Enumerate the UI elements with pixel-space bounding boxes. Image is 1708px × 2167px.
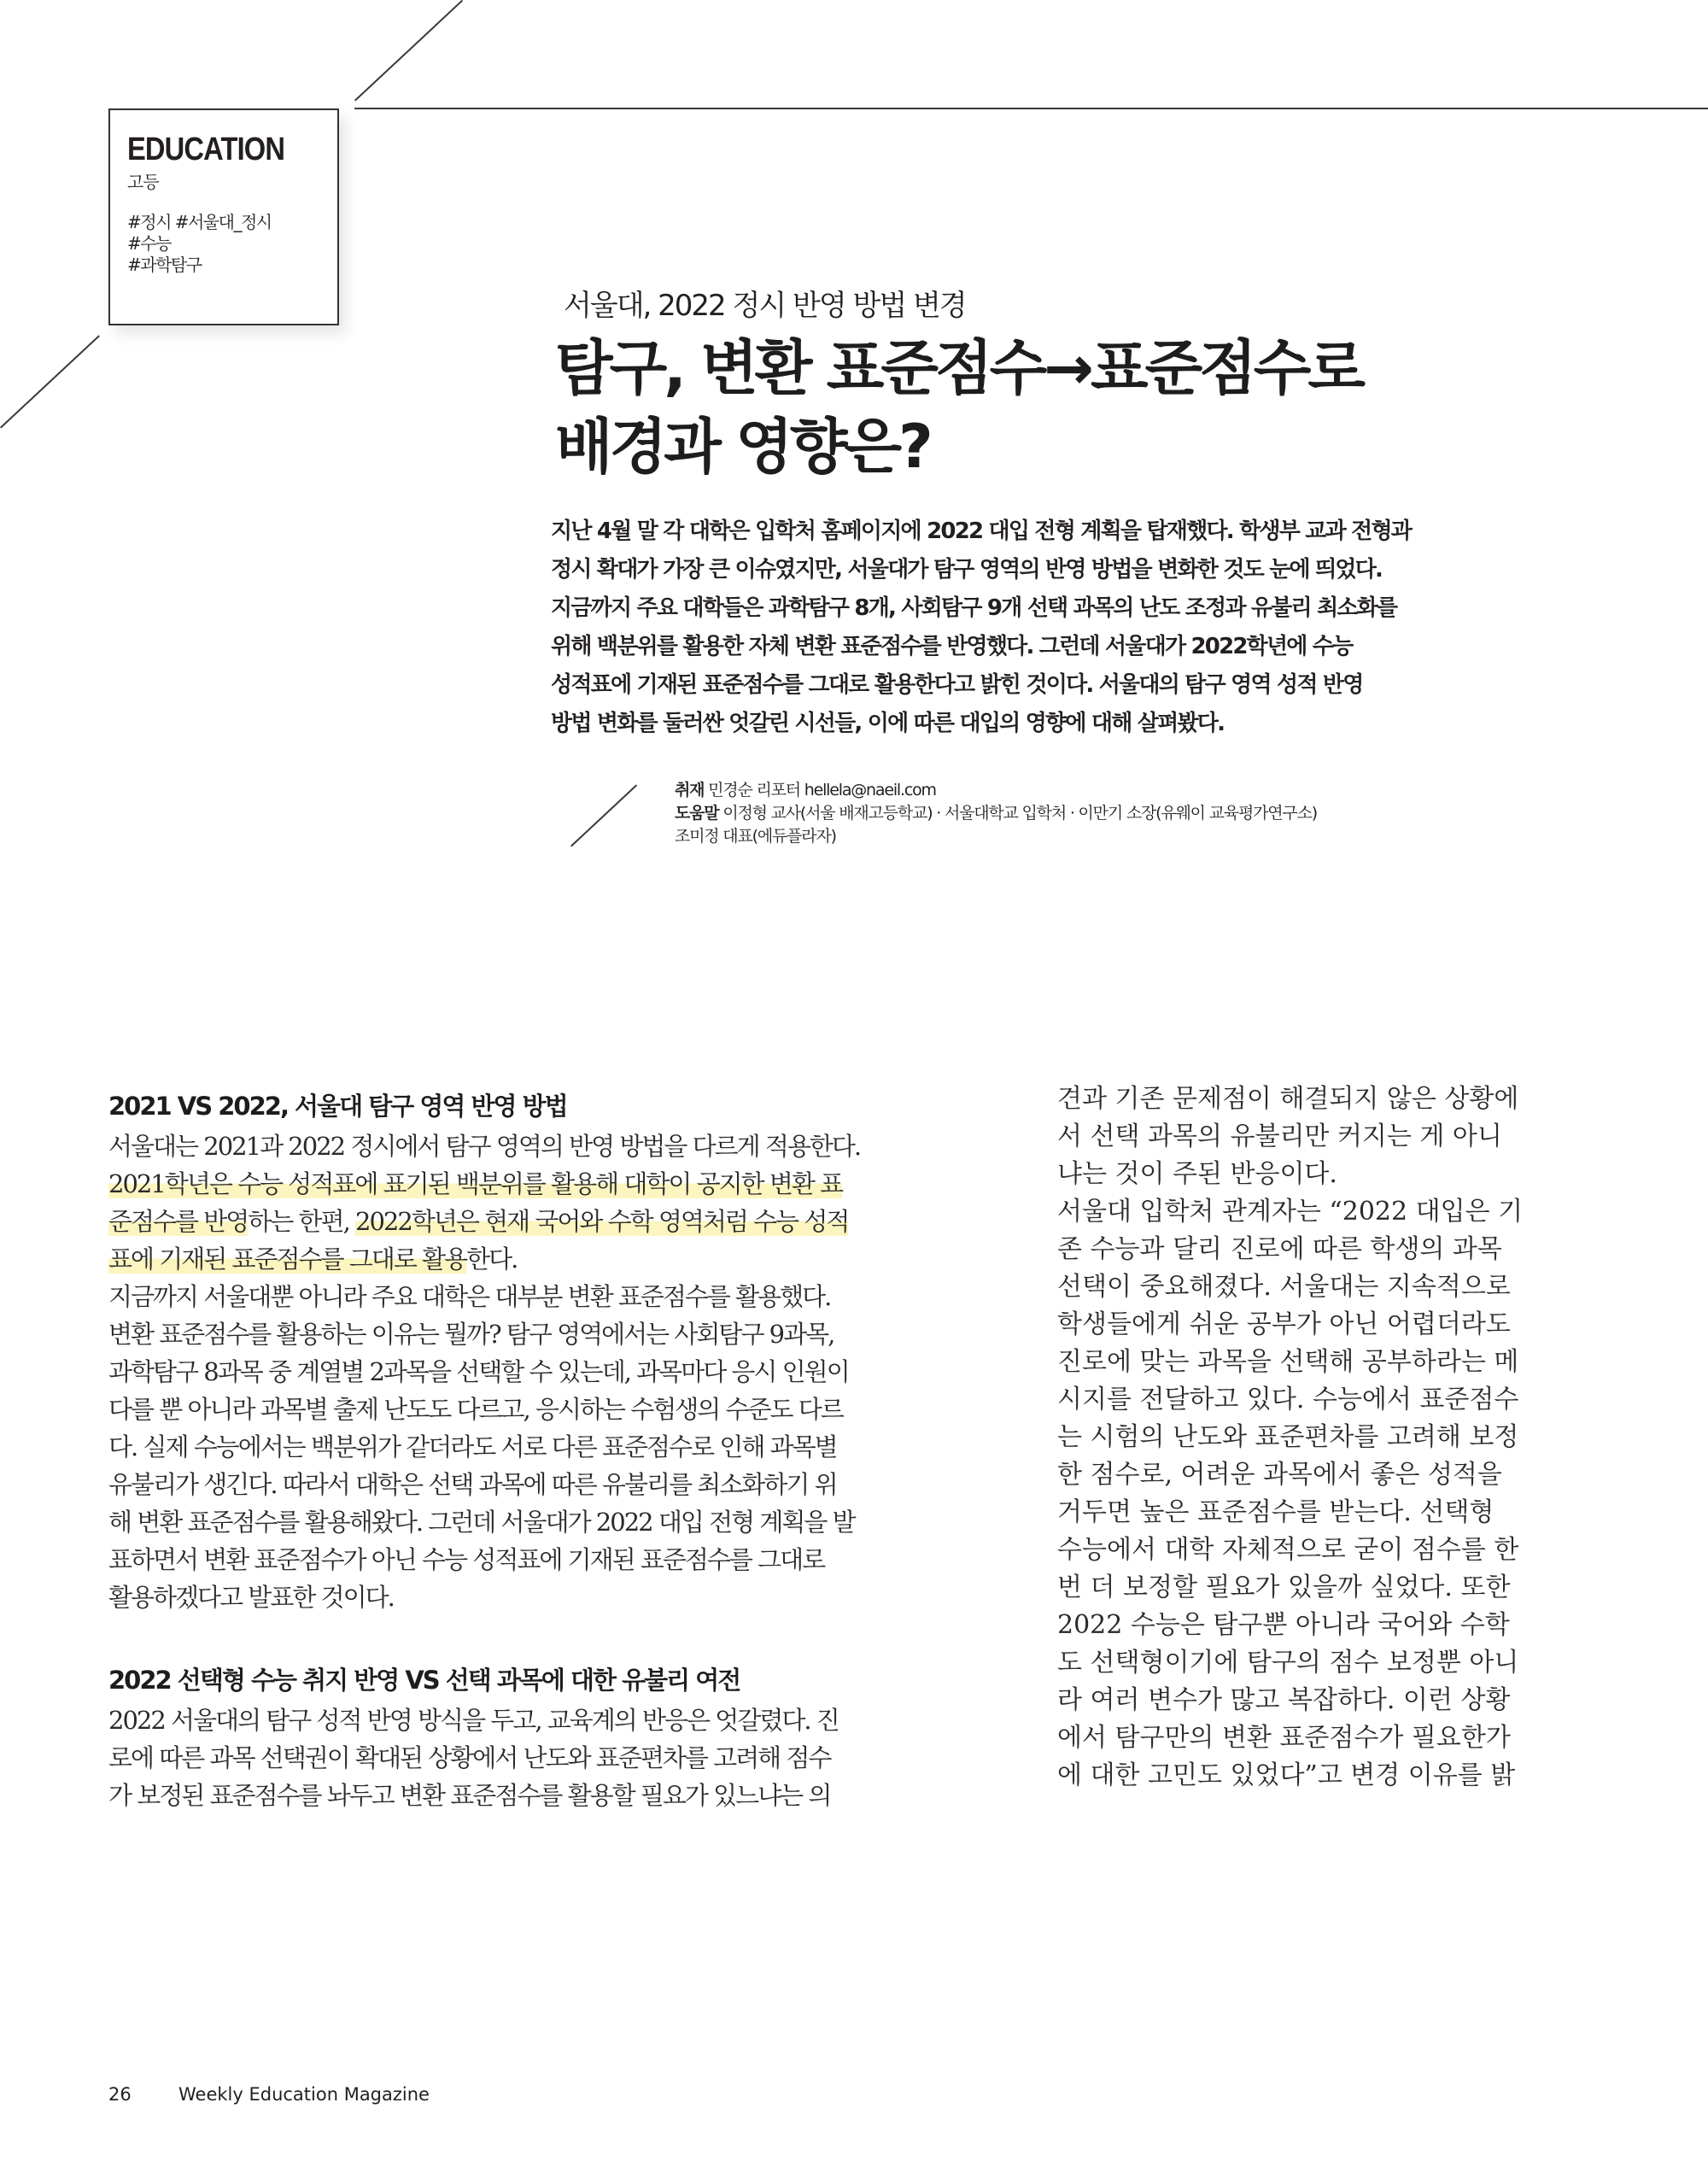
body-line (108, 1315, 941, 1353)
body-line: 서 선택 과목의 유불리만 커지는 게 아니 (1057, 1122, 1502, 1151)
lead-line: 위해 백분위를 활용한 자체 변환 표준점수를 반영했다. 그런데 서울대가 2022학년에 수능 (551, 634, 1353, 659)
hashtag[interactable]: #과학탐구 (127, 255, 202, 275)
credits-slash-rule (570, 784, 637, 846)
reporter-credit (675, 779, 1317, 802)
body-line: 는 시험의 난도와 표준편차를 고려해 보정 (1057, 1422, 1519, 1452)
page-footer (108, 2084, 430, 2105)
body-line: 2022 서울대의 탐구 성적 반영 방식을 두고, 교육계의 반응은 엇갈렸다. 진 (108, 1706, 839, 1735)
body-line (108, 1165, 941, 1203)
body-line (108, 1240, 941, 1278)
body-line: 선택이 중요해졌다. 서울대는 지속적으로 (1057, 1272, 1511, 1302)
article-lead (551, 512, 1533, 743)
highlighted-text: 표에 기재된 표준점수를 그대로 활용 (108, 1245, 467, 1274)
body-line (108, 1428, 941, 1466)
section-heading: 2021 VS 2022, 서울대 탐구 영역 반영 방법 (108, 1092, 567, 1121)
body-line (108, 1278, 941, 1315)
article-subtitle: 서울대, 2022 정시 반영 방법 변경 (564, 289, 966, 323)
hashtag-list (127, 212, 337, 276)
body-line: 번 더 보정할 필요가 있을까 싶었다. 또한 (1057, 1573, 1511, 1602)
body-line: 2022 수능은 탐구뿐 아니라 국어와 수학 (1057, 1610, 1510, 1640)
body-line (108, 1503, 941, 1541)
body-text: 서울대는 2021과 2022 정시에서 탐구 영역의 반영 방법을 다르게 적용한다. (108, 1132, 861, 1161)
body-line (108, 1127, 941, 1165)
left-diagonal-rule (0, 335, 100, 428)
body-line: 한 점수로, 어려운 과목에서 좋은 성적을 (1057, 1460, 1502, 1490)
body-line: 수능에서 대학 자체적으로 굳이 점수를 한 (1057, 1535, 1519, 1565)
helpers-names: 이정형 교사(서울 배재고등학교) · 서울대학교 입학처 · 이만기 소장(유웨이 교육평가연구소) (722, 804, 1317, 823)
body-line: 시지를 전달하고 있다. 수능에서 표준점수 (1057, 1385, 1519, 1414)
magazine-name: Weekly Education Magazine (178, 2084, 430, 2105)
reporter-label: 취재 (675, 781, 705, 799)
highlighted-text: 2022학년은 현재 국어와 수학 영역처럼 수능 성적 (355, 1207, 849, 1236)
hashtag[interactable]: #수능 (127, 233, 171, 254)
section-heading: 2022 선택형 수능 취지 반영 VS 선택 과목에 대한 유불리 여전 (108, 1666, 740, 1695)
top-horizontal-rule (354, 108, 1708, 109)
left-column (108, 1085, 941, 1814)
highlighted-text: 2021학년은 수능 성적표에 표기된 백분위를 활용해 대학이 공지한 변환 표 (108, 1169, 843, 1198)
body-text: 하는 한편, (248, 1207, 356, 1236)
body-line: 학생들에게 쉬운 공부가 아닌 어렵더라도 (1057, 1309, 1511, 1339)
lead-line: 지금까지 주요 대학들은 과학탐구 8개, 사회탐구 9개 선택 과목의 난도 조정과 유불리 최소화를 (551, 595, 1397, 621)
body-text: 유불리가 생긴다. 따라서 대학은 선택 과목에 따른 유불리를 최소화하기 위 (108, 1470, 837, 1499)
body-text: 활용하겠다고 발표한 것이다. (108, 1583, 394, 1612)
hashtag[interactable]: #정시 #서울대_정시 (127, 212, 272, 232)
body-text: 과학탐구 8과목 중 계열별 2과목을 선택할 수 있는데, 과목마다 응시 인원이 (108, 1357, 849, 1386)
body-line (108, 1353, 941, 1391)
helpers-label: 도움말 (675, 804, 719, 823)
grade-label: 고등 (127, 172, 159, 192)
right-column (1057, 1081, 1523, 1795)
body-text: 지금까지 서울대뿐 아니라 주요 대학은 대부분 변환 표준점수를 활용했다. (108, 1282, 831, 1311)
body-line (108, 1578, 941, 1616)
article-headline (555, 329, 1665, 486)
body-text: 표하면서 변환 표준점수가 아닌 수능 성적표에 기재된 표준점수를 그대로 (108, 1545, 825, 1574)
body-line: 라 여러 변수가 많고 복잡하다. 이런 상황 (1057, 1685, 1511, 1715)
headline-line: 배경과 영향은? (555, 412, 930, 482)
body-line: 도 선택형이기에 탐구의 점수 보정뿐 아니 (1057, 1648, 1519, 1678)
body-line: 가 보정된 표준점수를 놔두고 변환 표준점수를 활용할 필요가 있느냐는 의 (108, 1781, 831, 1810)
body-line: 진로에 맞는 과목을 선택해 공부하라는 메 (1057, 1347, 1519, 1377)
helpers-credit-continued: 조미정 대표(에듀플라자) (675, 827, 836, 846)
body-line (108, 1541, 941, 1578)
lead-line: 성적표에 기재된 표준점수를 그대로 활용한다고 밝힌 것이다. 서울대의 탐구 영역 성적 반영 (551, 672, 1363, 698)
section-tag-box (108, 108, 339, 325)
lead-line: 방법 변화를 둘러싼 엇갈린 시선들, 이에 따른 대입의 영향에 대해 살펴봤다. (551, 711, 1225, 736)
spacer (108, 1616, 941, 1654)
headline-line: 탐구, 변환 표준점수→표준점수로 (555, 333, 1363, 403)
body-line: 존 수능과 달리 진로에 따른 학생의 과목 (1057, 1234, 1502, 1264)
body-line: 거두면 높은 표준점수를 받는다. 선택형 (1057, 1497, 1494, 1527)
body-line: 견과 기존 문제점이 해결되지 않은 상황에 (1057, 1084, 1519, 1114)
article-credits (675, 779, 1317, 848)
body-line: 로에 따른 과목 선택권이 확대된 상황에서 난도와 표준편차를 고려해 점수 (108, 1743, 831, 1772)
body-text: 해 변환 표준점수를 활용해왔다. 그런데 서울대가 2022 대입 전형 계획을 발 (108, 1508, 855, 1537)
body-line: 냐는 것이 주된 반응이다. (1057, 1159, 1337, 1189)
section-label: EDUCATION (127, 132, 285, 167)
body-text: 한다. (466, 1245, 518, 1274)
body-line (108, 1391, 941, 1428)
helpers-credit (675, 802, 1317, 825)
page-number: 26 (108, 2084, 132, 2105)
section-body (108, 1701, 941, 1814)
lead-line: 지난 4월 말 각 대학은 입학처 홈페이지에 2022 대입 전형 계획을 탑재했다. 학생부 교과 전형과 (551, 518, 1412, 544)
body-line: 서울대 입학처 관계자는 “2022 대입은 기 (1057, 1197, 1524, 1227)
body-line (108, 1203, 941, 1240)
body-line (108, 1466, 941, 1503)
reporter-name: 민경순 리포터 hellela@naeil.com (708, 781, 936, 799)
lead-line: 정시 확대가 가장 큰 이슈였지만, 서울대가 탐구 영역의 반영 방법을 변화한 것도 눈에 띄었다. (551, 557, 1383, 583)
body-line: 에 대한 고민도 있었다”고 변경 이유를 밝 (1057, 1760, 1516, 1790)
body-text: 다. 실제 수능에서는 백분위가 같더라도 서로 다른 표준점수로 인해 과목별 (108, 1432, 837, 1461)
column-body (1057, 1081, 1523, 1795)
highlighted-text: 준점수를 반영 (108, 1207, 249, 1236)
top-diagonal-rule (354, 0, 463, 101)
body-text: 변환 표준점수를 활용하는 이유는 뭘까? 탐구 영역에서는 사회탐구 9과목, (108, 1320, 834, 1349)
section-body (108, 1127, 941, 1616)
body-line: 에서 탐구만의 변환 표준점수가 필요한가 (1057, 1723, 1511, 1753)
body-text: 다를 뿐 아니라 과목별 출제 난도도 다르고, 응시하는 수험생의 수준도 다르 (108, 1395, 843, 1424)
